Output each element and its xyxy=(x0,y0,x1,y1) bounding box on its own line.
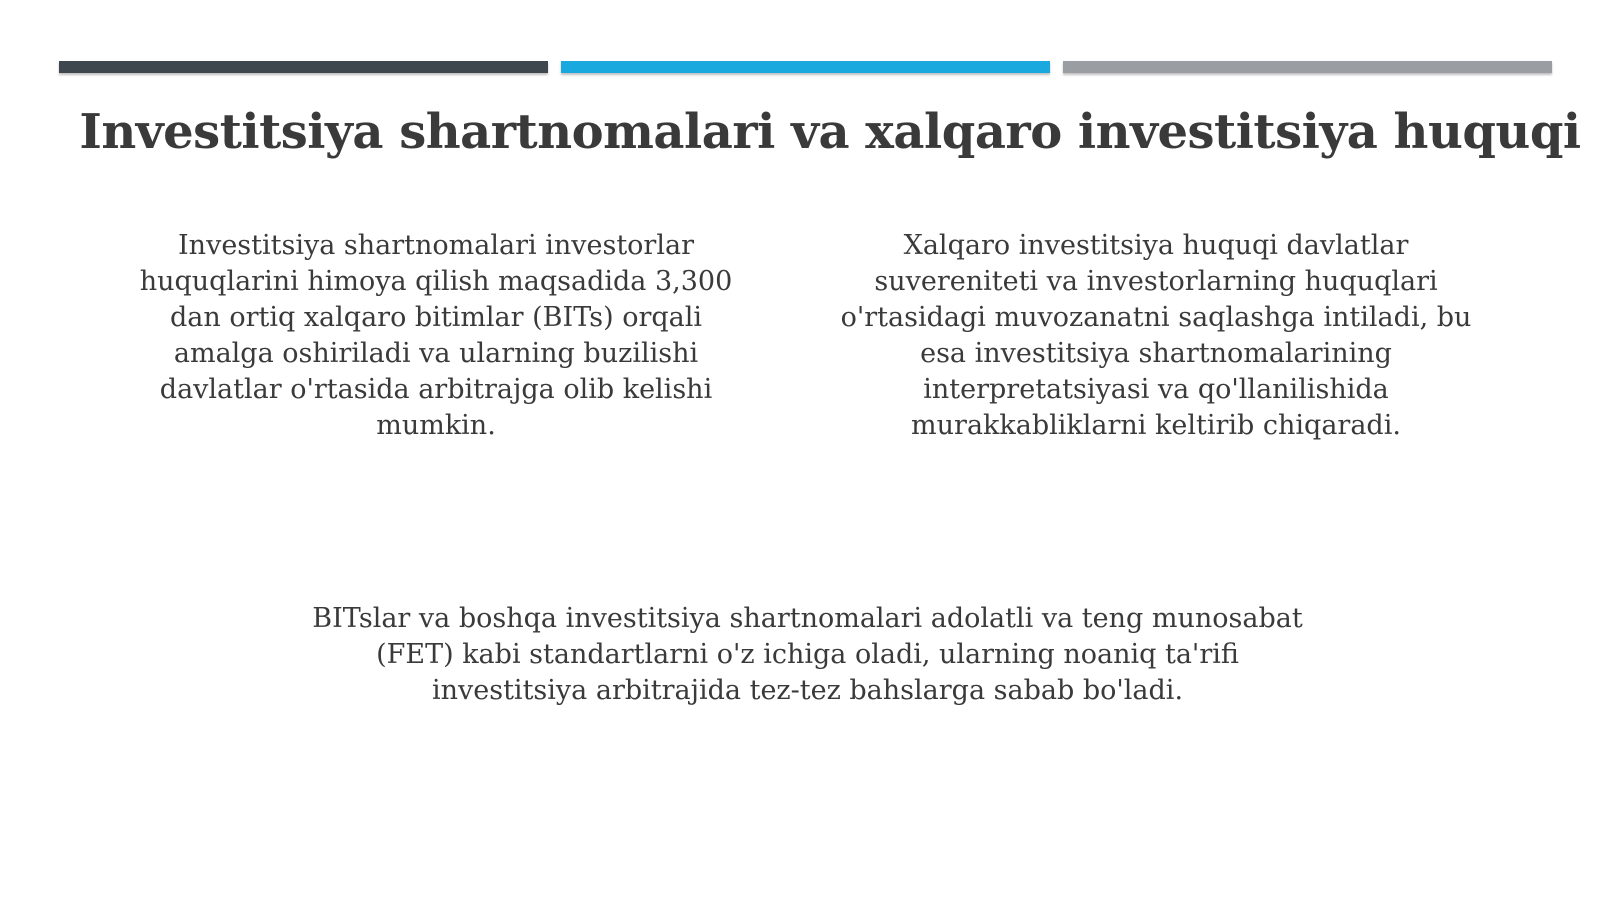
text-block-bottom: BITslar va boshqa investitsiya shartnomalari adolatli va teng munosabat (FET) kabi standartlarni o'z ichiga oladi, ularning noaniq ta'rifi investitsiya arbitrajida tez-tez bahslarga sabab bo'ladi. xyxy=(312,603,1303,706)
slide-title: Investitsiya shartnomalari va xalqaro investitsiya huquqi xyxy=(79,104,1581,160)
accent-bar-dark xyxy=(59,61,548,73)
accent-bar-gray xyxy=(1063,61,1552,73)
accent-bar-blue xyxy=(561,61,1050,73)
text-block-right: Xalqaro investitsiya huquqi davlatlar suvereniteti va investorlarning huquqlari o'rtasidagi muvozanatni saqlashga intiladi, bu esa investitsiya shartnomalarining interpretatsiyasi va qo'llanilishida murakkabliklarni keltirib chiqaradi. xyxy=(840,230,1472,441)
text-block-left: Investitsiya shartnomalari investorlar huquqlarini himoya qilish maqsadida 3,300 dan ortiq xalqaro bitimlar (BITs) orqali amalga oshiriladi va ularning buzilishi davlatlar o'rtasida arbitrajga olib kelishi mumkin. xyxy=(139,230,733,441)
